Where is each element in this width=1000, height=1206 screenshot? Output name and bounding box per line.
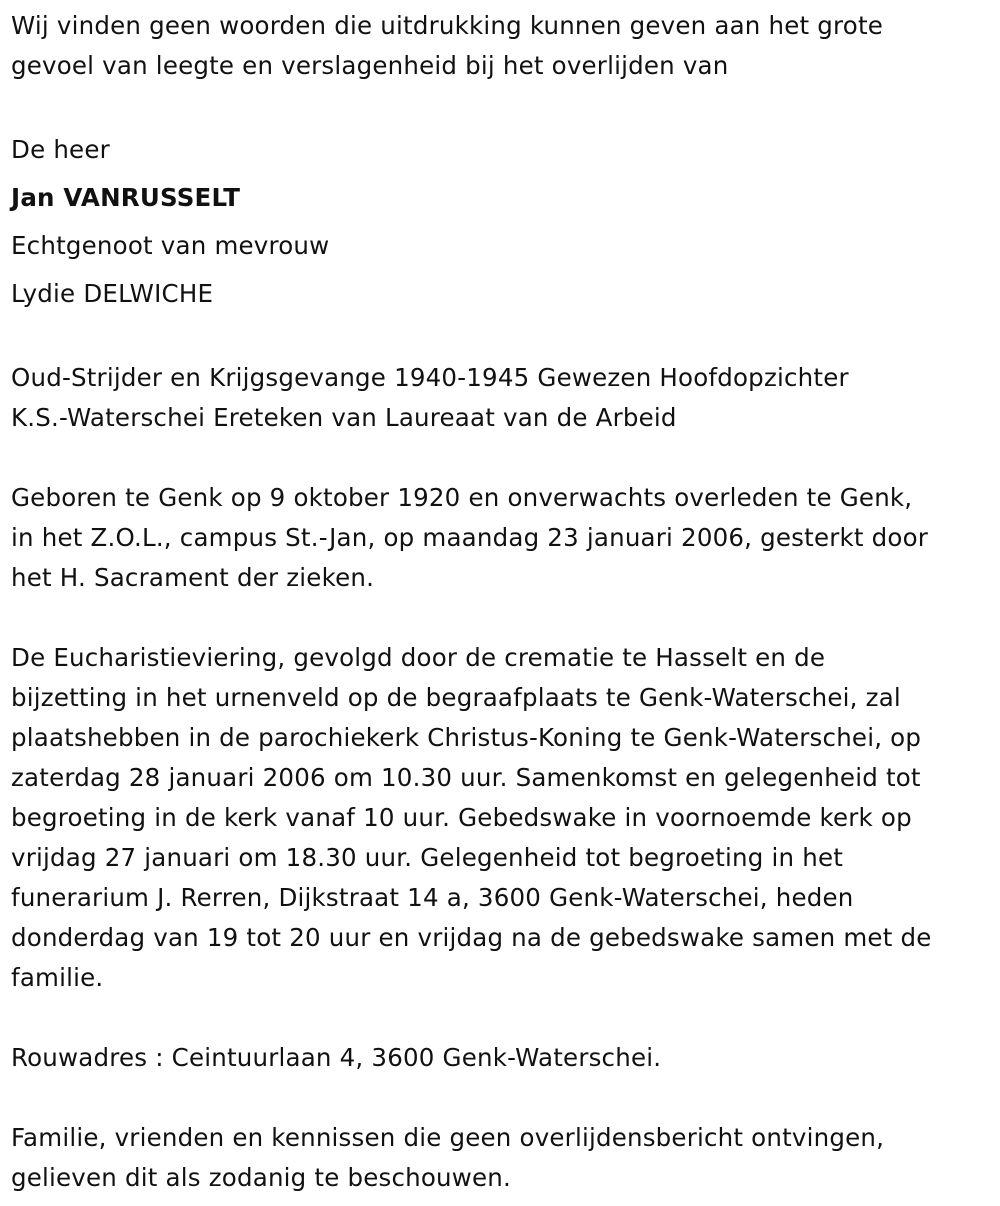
- intro-paragraph: [11, 6, 992, 86]
- ceremony-line: bijzetting in het urnenveld op de begraafplaats te Genk-Waterschei, zal: [11, 683, 901, 712]
- titles-line: Oud-Strijder en Krijgsgevange 1940-1945 Gewezen Hoofdopzichter: [11, 363, 849, 392]
- ceremony-paragraph: [11, 638, 992, 998]
- intro-line: gevoel van leegte en verslagenheid bij het overlijden van: [11, 51, 729, 80]
- closing-line: gelieven dit als zodanig te beschouwen.: [11, 1163, 512, 1192]
- ceremony-line: vrijdag 27 januari om 18.30 uur. Gelegenheid tot begroeting in het: [11, 843, 844, 872]
- ceremony-line: De Eucharistieviering, gevolgd door de crematie te Hasselt en de: [11, 643, 826, 672]
- ceremony-line: zaterdag 28 januari 2006 om 10.30 uur. Samenkomst en gelegenheid tot: [11, 763, 921, 792]
- salutation: De heer: [11, 135, 110, 164]
- birth-death-paragraph: [11, 478, 992, 598]
- spouse-label: Echtgenoot van mevrouw: [11, 231, 330, 260]
- ceremony-line: begroeting in de kerk vanaf 10 uur. Gebedswake in voornoemde kerk op: [11, 803, 912, 832]
- titles-paragraph: [11, 358, 992, 438]
- birth-death-line: in het Z.O.L., campus St.-Jan, op maandag 23 januari 2006, gesterkt door: [11, 523, 929, 552]
- address-line: Rouwadres : Ceintuurlaan 4, 3600 Genk-Waterschei.: [11, 1043, 662, 1072]
- address-paragraph: [11, 1038, 992, 1078]
- titles-line: K.S.-Waterschei Ereteken van Laureaat van de Arbeid: [11, 403, 677, 432]
- deceased-name: Jan VANRUSSELT: [11, 183, 241, 212]
- birth-death-line: Geboren te Genk op 9 oktober 1920 en onverwachts overleden te Genk,: [11, 483, 913, 512]
- ceremony-line: plaatshebben in de parochiekerk Christus-Koning te Genk-Waterschei, op: [11, 723, 922, 752]
- deceased-block: [11, 126, 992, 318]
- ceremony-line: familie.: [11, 963, 104, 992]
- intro-line: Wij vinden geen woorden die uitdrukking kunnen geven aan het grote: [11, 11, 884, 40]
- ceremony-line: funerarium J. Rerren, Dijkstraat 14 a, 3600 Genk-Waterschei, heden: [11, 883, 854, 912]
- birth-death-line: het H. Sacrament der zieken.: [11, 563, 375, 592]
- spouse-name: Lydie DELWICHE: [11, 279, 214, 308]
- closing-line: Familie, vrienden en kennissen die geen overlijdensbericht ontvingen,: [11, 1123, 885, 1152]
- ceremony-line: donderdag van 19 tot 20 uur en vrijdag na de gebedswake samen met de: [11, 923, 932, 952]
- closing-paragraph: [11, 1118, 992, 1198]
